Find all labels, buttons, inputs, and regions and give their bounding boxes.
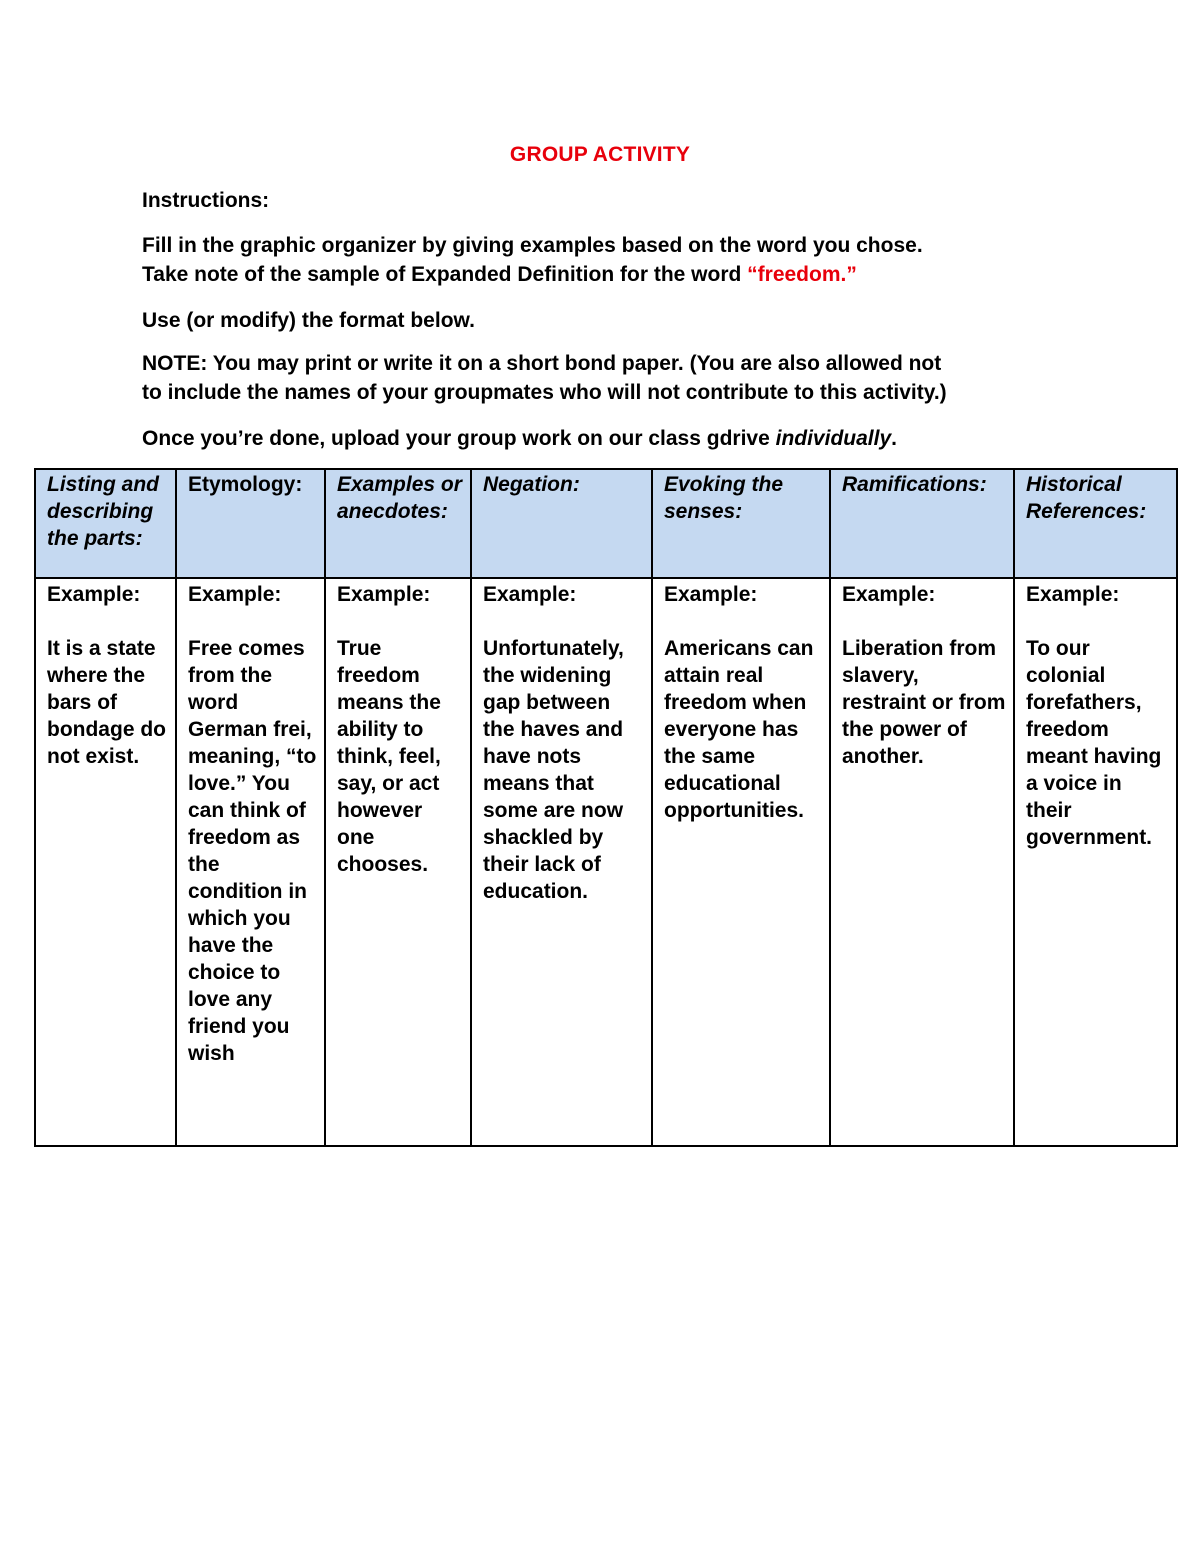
example-cell <box>1014 578 1177 1146</box>
example-cell <box>35 578 176 1146</box>
highlighted-word: “freedom.” <box>747 263 857 286</box>
column-header: Etymology: <box>176 469 325 578</box>
example-label: Example: <box>842 583 936 606</box>
example-cell <box>471 578 652 1146</box>
example-cell <box>652 578 830 1146</box>
page-title: GROUP ACTIVITY <box>509 143 691 166</box>
note-line-2: to include the names of your groupmates who will not contribute to this activity.) <box>142 381 947 404</box>
column-header: Ramifications: <box>830 469 1014 578</box>
example-text: It is a state where the bars of bondage do not exist. <box>47 637 166 768</box>
column-header: Evoking the senses: <box>652 469 830 578</box>
example-text: Liberation from slavery, restraint or from the power of another. <box>842 637 1006 768</box>
instruction-line-3: Use (or modify) the format below. <box>142 309 475 332</box>
example-label: Example: <box>337 583 431 606</box>
example-label: Example: <box>483 583 577 606</box>
example-label: Example: <box>664 583 758 606</box>
upload-suffix: . <box>891 427 897 450</box>
instruction-line-1: Fill in the graphic organizer by giving examples based on the word you chose. <box>142 234 923 257</box>
example-text: Unfortunately, the widening gap between the haves and have nots means that some are now shackled by their lack of education. <box>483 637 624 903</box>
upload-instruction <box>142 424 897 453</box>
example-label: Example: <box>1026 583 1120 606</box>
example-cell <box>830 578 1014 1146</box>
example-text: Americans can attain real freedom when everyone has the same educational opportunities. <box>664 637 814 822</box>
instructions-label: Instructions: <box>142 189 270 212</box>
header-row <box>35 469 1177 578</box>
instruction-line-2 <box>142 260 857 289</box>
column-header: Negation: <box>471 469 652 578</box>
column-header: Historical References: <box>1014 469 1177 578</box>
example-label: Example: <box>188 583 282 606</box>
example-label: Example: <box>47 583 141 606</box>
note-line-1: NOTE: You may print or write it on a short bond paper. (You are also allowed not <box>142 352 942 375</box>
upload-emphasis: individually <box>775 427 892 450</box>
example-text: True freedom means the ability to think, feel, say, or act however one chooses. <box>337 637 441 876</box>
example-text: To our colonial forefathers, freedom meant having a voice in their government. <box>1026 637 1162 849</box>
instruction-line-2-text: Take note of the sample of Expanded Definition for the word <box>142 263 748 286</box>
column-header: Listing and describing the parts: <box>35 469 176 578</box>
graphic-organizer-table <box>34 468 1178 1147</box>
example-cell <box>325 578 471 1146</box>
example-cell <box>176 578 325 1146</box>
example-text: Free comes from the word German frei, meaning, “to love.” You can think of freedom as the condition in which you have the choice to love any friend you wish <box>188 637 317 1065</box>
upload-text: Once you’re done, upload your group work on our class gdrive <box>142 427 776 450</box>
example-row <box>35 578 1177 1146</box>
column-header: Examples or anecdotes: <box>325 469 471 578</box>
